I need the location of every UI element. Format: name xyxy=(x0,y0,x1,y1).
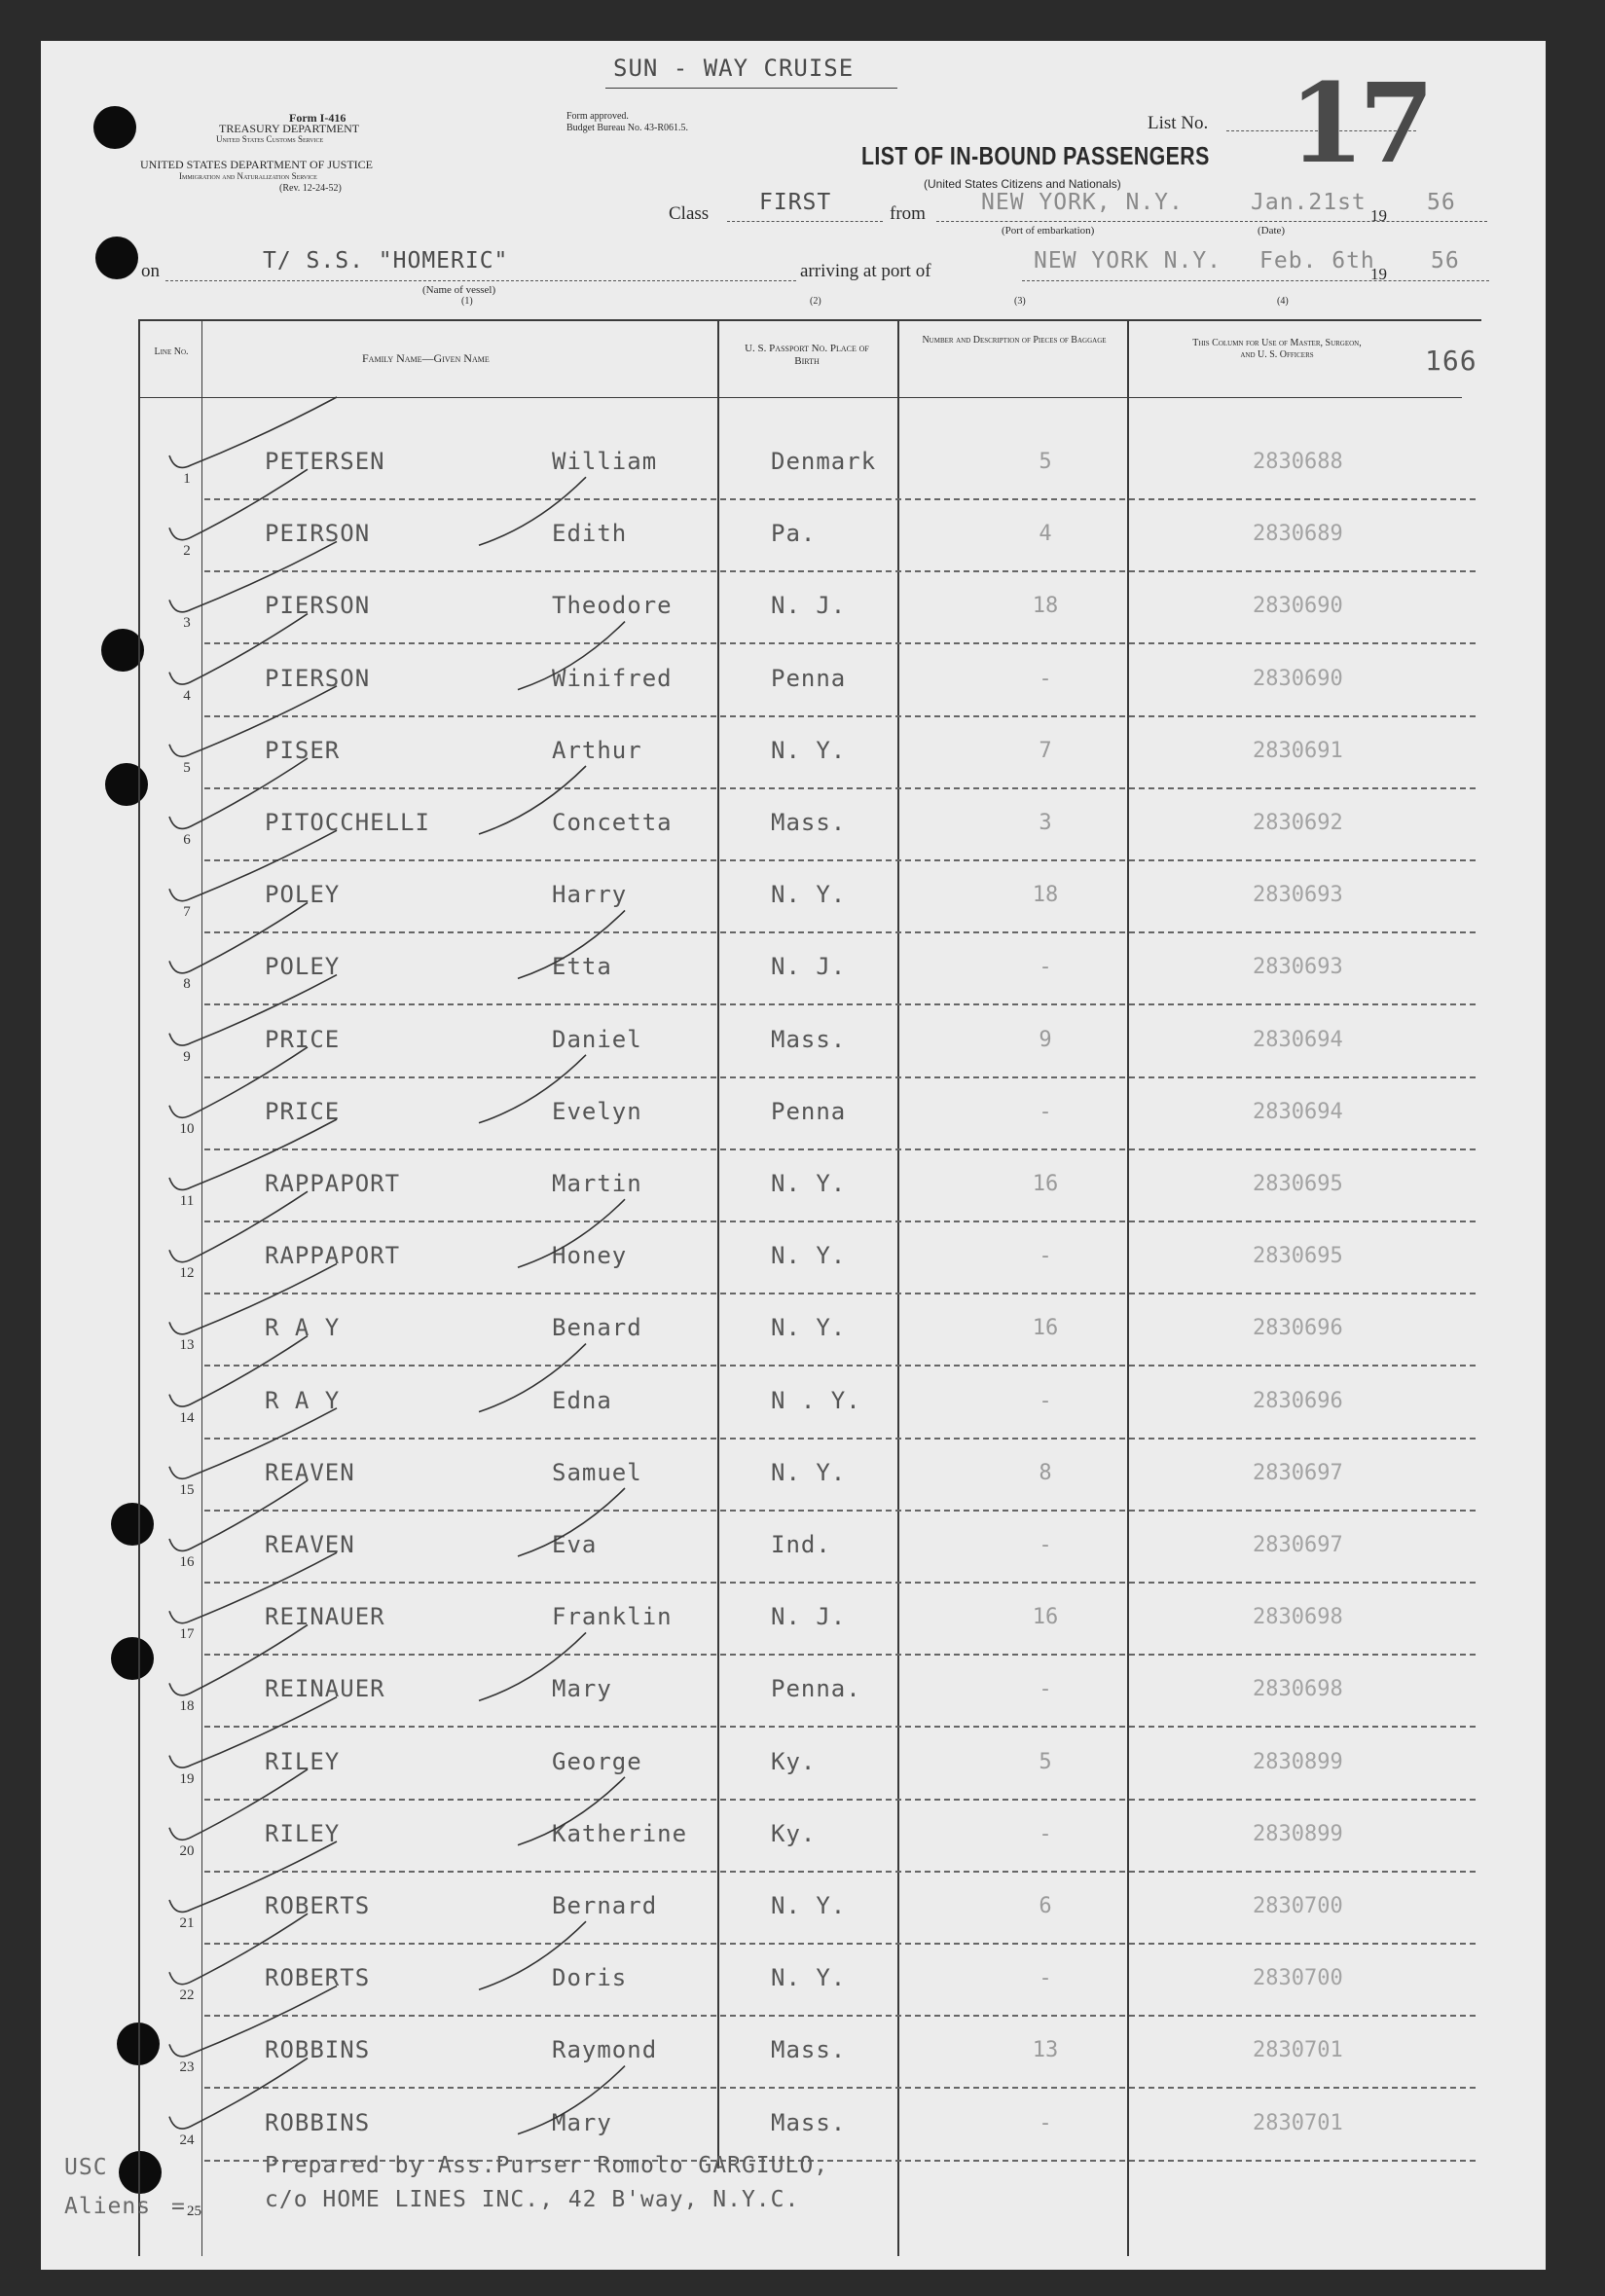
baggage-count: 16 xyxy=(1032,1605,1059,1630)
family-name: POLEY xyxy=(265,881,341,909)
family-name: REINAUER xyxy=(265,1603,385,1631)
place-of-birth: N. Y. xyxy=(771,1458,847,1486)
given-name: Benard xyxy=(552,1314,642,1342)
name-tick-mark xyxy=(518,2066,625,2134)
baggage-count: 8 xyxy=(1039,1460,1052,1485)
line-number: 11 xyxy=(179,1193,195,1209)
place-of-birth: Mass. xyxy=(771,809,847,836)
given-name: Edith xyxy=(552,520,628,548)
passport-number: 2830688 xyxy=(1253,450,1343,474)
given-name: Honey xyxy=(552,1242,628,1270)
baggage-count: 4 xyxy=(1039,522,1052,547)
class-label: Class xyxy=(669,203,710,224)
place-of-birth: N. J. xyxy=(771,1603,847,1631)
check-mark xyxy=(169,758,308,828)
check-mark xyxy=(169,1047,308,1117)
line-number: 1 xyxy=(183,471,191,487)
place-of-birth: N. Y. xyxy=(771,1314,847,1342)
passport-number: 2830899 xyxy=(1253,1749,1343,1774)
baggage-count: - xyxy=(1039,1677,1052,1702)
form-approved: Form approved. xyxy=(566,111,629,122)
list-heading: LIST OF IN-BOUND PASSENGERS xyxy=(861,141,1210,170)
place-of-birth: N. Y. xyxy=(771,1964,847,1992)
given-name: Bernard xyxy=(552,1892,658,1919)
passport-number: 2830697 xyxy=(1253,1533,1343,1557)
baggage-count: - xyxy=(1039,1533,1052,1557)
handwritten-check-marks xyxy=(41,41,1546,2270)
arrival-date: Feb. 6th xyxy=(1259,248,1375,273)
place-of-birth: Mass. xyxy=(771,2036,847,2064)
passport-number: 2830693 xyxy=(1253,955,1343,980)
place-of-birth: Penna xyxy=(771,664,847,692)
baggage-count: - xyxy=(1039,2110,1052,2135)
baggage-count: 7 xyxy=(1039,738,1052,763)
line-number: 16 xyxy=(179,1554,195,1570)
baggage-count: 13 xyxy=(1032,2038,1059,2063)
from-label: from xyxy=(890,203,926,224)
family-name: REINAUER xyxy=(265,1675,385,1703)
check-mark xyxy=(169,830,337,900)
given-name: Samuel xyxy=(552,1458,642,1486)
given-name: Mary xyxy=(552,1675,612,1703)
vessel-label: (Name of vessel) xyxy=(422,284,496,296)
line-number: 13 xyxy=(179,1337,195,1354)
family-name: ROBBINS xyxy=(265,2036,371,2064)
name-tick-mark xyxy=(479,766,586,834)
header-baggage: Number and Description of Pieces of Baggage xyxy=(922,335,1107,346)
family-name: RILEY xyxy=(265,1747,341,1775)
given-name: William xyxy=(552,448,658,475)
family-name: R A Y xyxy=(265,1386,341,1414)
header-name: Family Name—Given Name xyxy=(362,351,490,365)
baggage-count: 16 xyxy=(1032,1316,1059,1341)
place-of-birth: Ky. xyxy=(771,1747,817,1775)
list-number-stamp: 17 xyxy=(1289,60,1429,188)
prepared-by-line1: Prepared by Ass.Purser Romolo GARGIULO, xyxy=(265,2153,829,2178)
depart-year: 56 xyxy=(1427,190,1456,215)
page-number: 166 xyxy=(1425,345,1477,377)
baggage-count: - xyxy=(1039,1821,1052,1846)
name-tick-mark xyxy=(518,910,625,981)
given-name: George xyxy=(552,1747,642,1775)
form-service: United States Customs Service xyxy=(216,134,324,144)
given-name: Etta xyxy=(552,953,612,981)
given-name: Edna xyxy=(552,1386,612,1414)
baggage-count: - xyxy=(1039,1244,1052,1269)
line-number: 10 xyxy=(179,1120,195,1137)
family-name: ROBERTS xyxy=(265,1892,371,1919)
header-officers: This Column for Use of Master, Surgeon, and U. S. Officers xyxy=(1192,338,1362,360)
name-tick-mark xyxy=(518,1777,625,1845)
given-name: Raymond xyxy=(552,2036,658,2064)
name-tick-mark xyxy=(518,1199,628,1270)
passport-number: 2830690 xyxy=(1253,666,1343,691)
list-heading-sub: (United States Citizens and Nationals) xyxy=(924,177,1121,191)
passport-number: 2830899 xyxy=(1253,1821,1343,1846)
col3-label: (3) xyxy=(1014,296,1026,307)
passport-number: 2830693 xyxy=(1253,883,1343,908)
family-name: PISER xyxy=(265,736,341,764)
place-of-birth: Penna xyxy=(771,1097,847,1125)
passport-number: 2830696 xyxy=(1253,1316,1343,1341)
line-number: 14 xyxy=(179,1409,195,1426)
place-of-birth: Denmark xyxy=(771,448,877,475)
port-embark-label: (Port of embarkation) xyxy=(1002,225,1095,237)
baggage-count: 6 xyxy=(1039,1894,1052,1918)
check-mark xyxy=(169,1913,308,1984)
check-mark xyxy=(169,1408,337,1478)
line-number: 5 xyxy=(183,759,191,776)
passport-number: 2830695 xyxy=(1253,1244,1343,1269)
passport-number: 2830691 xyxy=(1253,738,1343,763)
baggage-count: 5 xyxy=(1039,1749,1052,1774)
passport-number: 2830700 xyxy=(1253,1966,1343,1991)
baggage-count: 18 xyxy=(1032,883,1059,908)
line-number: 4 xyxy=(183,687,191,704)
on-label: on xyxy=(141,261,160,281)
depart-year-prefix: 19 xyxy=(1370,206,1387,225)
passport-number: 2830694 xyxy=(1253,1027,1343,1052)
class-value: FIRST xyxy=(759,190,832,215)
family-name: PIERSON xyxy=(265,664,371,692)
line-number: 22 xyxy=(179,1987,195,2004)
given-name: Franklin xyxy=(552,1603,673,1631)
check-mark xyxy=(169,1263,337,1333)
name-tick-mark xyxy=(479,1632,586,1700)
check-mark xyxy=(169,1769,308,1840)
check-mark xyxy=(169,1697,337,1768)
form-budget: Budget Bureau No. 43-R061.5. xyxy=(566,123,688,133)
given-name: Evelyn xyxy=(552,1097,642,1125)
place-of-birth: Ky. xyxy=(771,1819,817,1847)
depart-date: Jan.21st xyxy=(1251,190,1367,215)
check-mark xyxy=(169,397,337,467)
list-no-label: List No. xyxy=(1148,113,1209,133)
family-name: RAPPAPORT xyxy=(265,1242,401,1270)
check-mark xyxy=(169,614,308,684)
passport-number: 2830698 xyxy=(1253,1605,1343,1630)
col1-label: (1) xyxy=(461,296,473,307)
line-number: 9 xyxy=(183,1048,191,1065)
margin-aliens: Aliens xyxy=(64,2194,152,2219)
passport-number: 2830698 xyxy=(1253,1677,1343,1702)
passport-number: 2830692 xyxy=(1253,811,1343,835)
place-of-birth: N. J. xyxy=(771,953,847,981)
family-name: ROBERTS xyxy=(265,1964,371,1992)
given-name: Mary xyxy=(552,2108,612,2136)
place-of-birth: N. J. xyxy=(771,592,847,620)
line-number: 8 xyxy=(183,976,191,993)
passport-number: 2830694 xyxy=(1253,1099,1343,1124)
check-mark xyxy=(169,975,337,1045)
name-tick-mark xyxy=(479,1344,586,1412)
given-name: Martin xyxy=(552,1170,642,1197)
baggage-count: 18 xyxy=(1032,594,1059,619)
form-rev: (Rev. 12-24-52) xyxy=(279,183,342,194)
check-mark xyxy=(169,1624,308,1695)
passport-number: 2830697 xyxy=(1253,1460,1343,1485)
given-name: Theodore xyxy=(552,592,673,620)
passport-number: 2830689 xyxy=(1253,522,1343,547)
line-number: 6 xyxy=(183,832,191,848)
family-name: PRICE xyxy=(265,1097,341,1125)
given-name: Doris xyxy=(552,1964,628,1992)
date-label: (Date) xyxy=(1258,225,1286,237)
family-name: REAVEN xyxy=(265,1531,355,1558)
check-mark xyxy=(169,1841,337,1912)
check-mark xyxy=(169,1552,337,1622)
family-name: REAVEN xyxy=(265,1458,355,1486)
passport-number: 2830695 xyxy=(1253,1172,1343,1196)
family-name: PIERSON xyxy=(265,592,371,620)
check-mark xyxy=(169,1986,337,2056)
line-number: 19 xyxy=(179,1770,195,1787)
passport-number: 2830690 xyxy=(1253,594,1343,619)
place-of-birth: Ind. xyxy=(771,1531,831,1558)
check-mark xyxy=(169,541,337,611)
check-mark xyxy=(169,1119,337,1189)
place-of-birth: N. Y. xyxy=(771,1242,847,1270)
baggage-count: - xyxy=(1039,1966,1052,1991)
passport-number: 2830696 xyxy=(1253,1388,1343,1413)
place-of-birth: N. Y. xyxy=(771,881,847,909)
place-of-birth: N. Y. xyxy=(771,1892,847,1919)
given-name: Winifred xyxy=(552,664,673,692)
line-number: 21 xyxy=(179,1915,195,1931)
given-name: Arthur xyxy=(552,736,642,764)
line-number: 2 xyxy=(183,543,191,560)
vessel-name: T/ S.S. "HOMERIC" xyxy=(263,248,509,273)
line-number: 17 xyxy=(179,1626,195,1643)
place-of-birth: Mass. xyxy=(771,2108,847,2136)
prepared-by-line2: c/o HOME LINES INC., 42 B'way, N.Y.C. xyxy=(265,2187,800,2212)
name-tick-mark xyxy=(479,1055,586,1123)
cruise-title: SUN - WAY CRUISE xyxy=(613,55,855,82)
family-name: PRICE xyxy=(265,1025,341,1053)
form-number: Form I-416 xyxy=(289,111,347,125)
given-name: Eva xyxy=(552,1531,598,1558)
name-tick-mark xyxy=(479,1921,586,1989)
family-name: POLEY xyxy=(265,953,341,981)
family-name: PETERSEN xyxy=(265,448,385,475)
line-number: 24 xyxy=(179,2132,195,2148)
place-of-birth: Pa. xyxy=(771,520,817,548)
line-number: 7 xyxy=(183,904,191,921)
check-mark xyxy=(169,1336,308,1406)
baggage-count: - xyxy=(1039,955,1052,980)
family-name: ROBBINS xyxy=(265,2108,371,2136)
baggage-count: - xyxy=(1039,666,1052,691)
family-name: PITOCCHELLI xyxy=(265,809,430,836)
passport-number: 2830700 xyxy=(1253,1894,1343,1918)
header-line-no: Line No. xyxy=(154,346,189,357)
line-number: 23 xyxy=(179,2059,195,2076)
line-25-number: 25 xyxy=(187,2204,201,2219)
baggage-count: 3 xyxy=(1039,811,1052,835)
given-name: Concetta xyxy=(552,809,673,836)
form-service2: Immigration and Naturalization Service xyxy=(179,171,317,181)
form-dept2: UNITED STATES DEPARTMENT OF JUSTICE xyxy=(140,158,374,171)
line-number: 15 xyxy=(179,1481,195,1498)
arrival-year-prefix: 19 xyxy=(1370,265,1387,283)
given-name: Katherine xyxy=(552,1819,688,1847)
header-passport: U. S. Passport No. Place of Birth xyxy=(745,343,869,367)
place-of-birth: Mass. xyxy=(771,1025,847,1053)
given-name: Daniel xyxy=(552,1025,642,1053)
family-name: RAPPAPORT xyxy=(265,1170,401,1197)
check-mark xyxy=(169,1191,308,1261)
line-number: 20 xyxy=(179,1842,195,1859)
place-of-birth: N . Y. xyxy=(771,1386,861,1414)
baggage-count: 9 xyxy=(1039,1027,1052,1052)
family-name: PEIRSON xyxy=(265,520,371,548)
passport-number: 2830701 xyxy=(1253,2110,1343,2135)
place-of-birth: N. Y. xyxy=(771,736,847,764)
baggage-count: 16 xyxy=(1032,1172,1059,1196)
family-name: R A Y xyxy=(265,1314,341,1342)
baggage-count: - xyxy=(1039,1099,1052,1124)
baggage-count: 5 xyxy=(1039,450,1052,474)
passport-number: 2830701 xyxy=(1253,2038,1343,2063)
name-tick-mark xyxy=(518,622,625,690)
col4-label: (4) xyxy=(1277,296,1289,307)
margin-usc: USC xyxy=(64,2155,108,2180)
name-tick-mark xyxy=(518,1488,625,1556)
from-value: NEW YORK, N.Y. xyxy=(981,190,1184,215)
baggage-count: - xyxy=(1039,1388,1052,1413)
place-of-birth: N. Y. xyxy=(771,1170,847,1197)
check-mark xyxy=(169,2059,308,2129)
arriving-label: arriving at port of xyxy=(800,261,931,281)
line-number: 12 xyxy=(179,1265,195,1282)
line-number: 18 xyxy=(179,1698,195,1715)
arrival-port: NEW YORK N.Y. xyxy=(1034,248,1222,273)
family-name: RILEY xyxy=(265,1819,341,1847)
arrival-year: 56 xyxy=(1431,248,1460,273)
margin-aliens-mark: = xyxy=(171,2194,186,2219)
check-mark xyxy=(169,469,308,539)
line-number: 3 xyxy=(183,615,191,632)
col2-label: (2) xyxy=(810,296,821,307)
check-mark xyxy=(169,1480,308,1550)
manifest-page xyxy=(41,41,1546,2270)
form-dept: TREASURY DEPARTMENT xyxy=(219,122,360,135)
place-of-birth: Penna. xyxy=(771,1675,861,1703)
check-mark xyxy=(169,686,337,756)
check-mark xyxy=(169,902,308,972)
name-tick-mark xyxy=(479,477,586,545)
given-name: Harry xyxy=(552,881,628,909)
